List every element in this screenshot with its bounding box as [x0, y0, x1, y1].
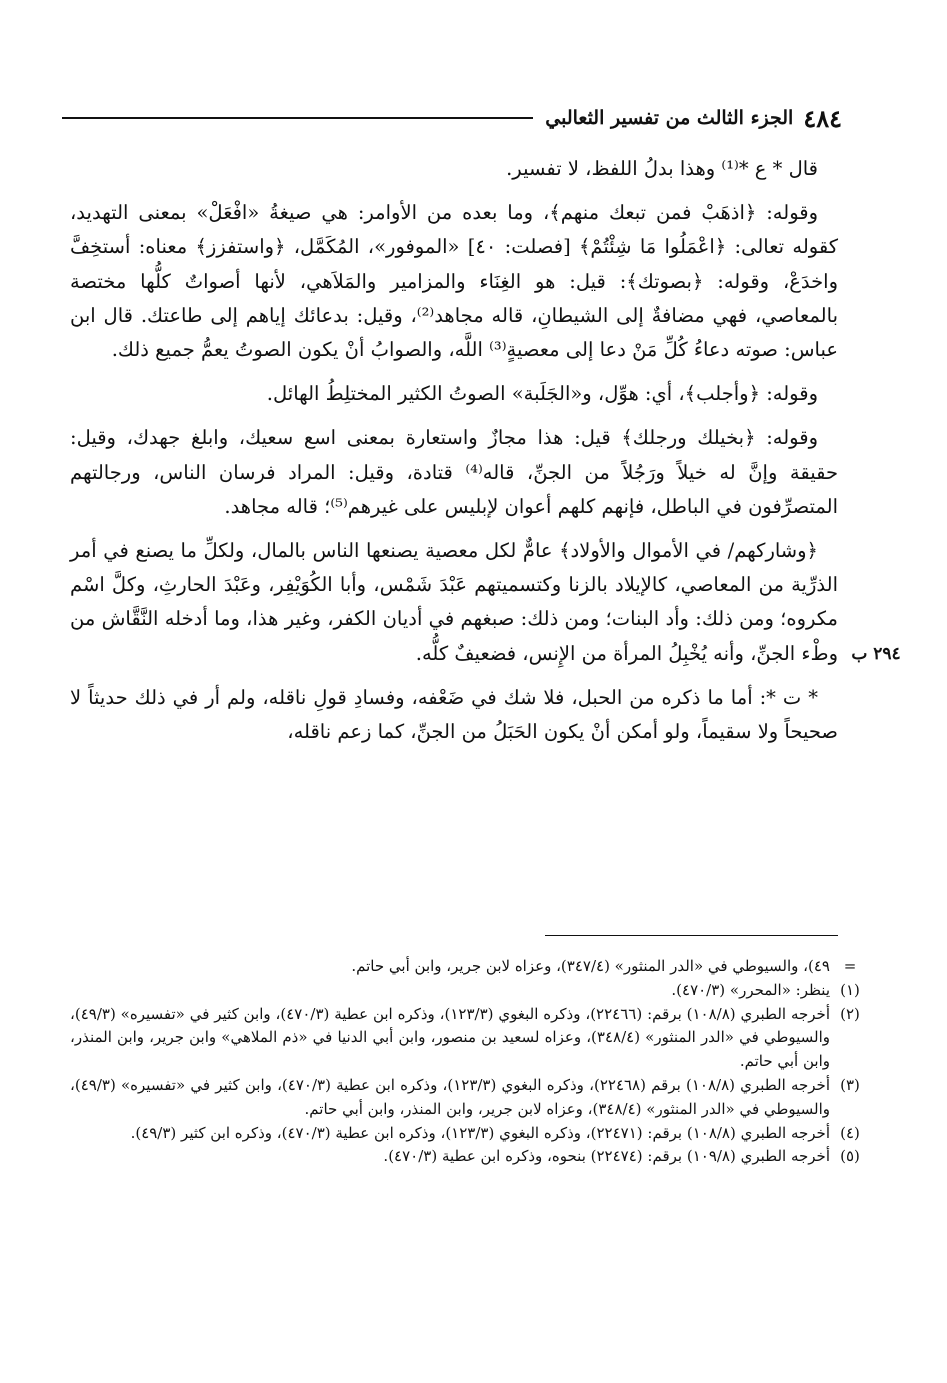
footnote-marker: =: [843, 957, 857, 975]
footnote-text: أخرجه الطبري (١٠٨/٨) برقم (٢٢٤٦٨)، وذكره البغوي (١٢٣/٣)، وذكره ابن عطية (٤٧٠/٣)، وابن كثير في «تفسيره» (٤٩/٣)، والسيوطي في «الدر المنثور» (٣٤٨/٤)، وعزاه لابن جرير، وابن المنذر، وابن أبي حاتم.: [70, 1075, 830, 1118]
page-header: [62, 98, 842, 138]
footnote-marker: (٤): [840, 1123, 860, 1142]
paragraph-text: وقوله: ﴿وأجلب﴾، أي: هوِّل، و«الجَلَبة» الصوتُ الكثير المختلِطُ الهائل.: [266, 382, 818, 406]
header-rule: [62, 117, 533, 119]
paragraph-text: وقوله: ﴿بخيلك ورجلك﴾ قيل: هذا مجازٌ واستعارة بمعنى اسع سعيك، وابلغ جهدك، وقيل: حقيقة وإنَّ له خيلاً ورَجُلاً من الجنِّ، قاله⁽⁴⁾ قتادة، وقيل: المراد فرسان الناس، ورجالتهم المتصرِّفون في الباطل، فإنهم كلهم أعوان لإبليس على غيرهم⁽⁵⁾؛ قاله مجاهد.: [70, 426, 839, 518]
footnote-text: أخرجه الطبري (١٠٨/٨) برقم: (٢٢٤٦٦)، وذكره البغوي (١٢٣/٣)، وذكره ابن عطية (٤٧٠/٣)، وابن كثير في «تفسيره» (٤٩/٣)، والسيوطي في «الدر المنثور» (٣٤٨/٤)، وعزاه لسعيد بن منصور، وابن أبي الدنيا في «ذم الملاهي» وابن جرير، وابن المنذر، وابن أبي حاتم.: [70, 1004, 831, 1071]
footnote-marker: (٣): [840, 1075, 860, 1094]
paragraph-text: * ت *: أما ما ذكره من الحبل، فلا شك في ضَعْفه، وفسادِ قولِ ناقله، ولم أر في ذلك حديثاً لا صحيحاً ولا سقيماً، ولو أمكن أنْ يكون الحَبَلُ من الجنِّ، كما زعم ناقله،: [70, 685, 838, 744]
footnote: [70, 1122, 870, 1146]
footnote-text: ينظر: «المحرر» (٤٧٠/٣).: [671, 980, 830, 999]
footnote: [70, 1003, 870, 1074]
paragraph: [70, 534, 838, 671]
footnote-rule: [545, 935, 838, 936]
footnote-marker: (٢): [840, 1004, 860, 1023]
main-text: [70, 152, 838, 759]
paragraph: [70, 196, 838, 367]
paragraph: [70, 681, 838, 749]
footnotes: [70, 955, 870, 1169]
footnote: [70, 1145, 870, 1169]
paragraph: [70, 377, 838, 411]
paragraph: [70, 152, 838, 186]
manuscript-margin-note: ٢٩٤ ب: [851, 644, 901, 664]
footnote-marker: (٥): [840, 1147, 860, 1166]
footnote-text: أخرجه الطبري (١٠٨/٨) برقم: (٢٢٤٧١)، وذكره البغوي (١٢٣/٣)، وذكره ابن عطية (٤٧٠/٣)، وذكره ابن كثير (٤٩/٣).: [130, 1123, 830, 1142]
paragraph-text: وقوله: ﴿اذهَبْ فمن تبعك منهم﴾، وما بعده من الأوامر: هي صيغةُ «افْعَلْ» بمعنى التهديد، كقوله تعالى: ﴿اعْمَلُوا مَا شِئْتُمْ﴾ [فصلت: ٤٠] «الموفور»، المُكَمَّل، ﴿واستفزز﴾ معناه: أستخِفَّ واخدَعْ، وقوله: ﴿بصوتك﴾: قيل: هو الغِنَاء والمزامير والمَلاَهي، لأنها أصواتٌ كلُّها مختصة بالمعاصي، فهي مضافةٌ إلى الشيطانِ، قاله مجاهد⁽²⁾، وقيل: بدعائك إياهم إلى طاعتك. قال ابن عباس: صوته دعاءُ كُلِّ مَنْ دعا إلى معصيةٍ⁽³⁾ اللَّه، والصوابُ أنْ يكون الصوتُ يعمُّ جميع ذلك.: [70, 201, 838, 362]
paragraph-text: قال * ع *⁽¹⁾ وهذا بدلُ اللفظ، لا تفسير.: [506, 157, 818, 180]
footnote-text: أخرجه الطبري (١٠٩/٨) برقم: (٢٢٤٧٤) بنحوه، وذكره ابن عطية (٤٧٠/٣).: [383, 1147, 830, 1166]
footnote: [70, 1074, 870, 1122]
page-number: ٤٨٤: [803, 103, 842, 133]
paragraph: [70, 421, 838, 524]
footnote-text: ٤٩)، والسيوطي في «الدر المنثور» (٣٤٧/٤)، وعزاه لابن جرير، وابن أبي حاتم.: [351, 957, 830, 975]
running-title: الجزء الثالث من تفسير الثعالبي: [545, 107, 794, 129]
footnote-marker: (١): [840, 980, 860, 999]
paragraph-text: ﴿وشاركهم/ في الأموال والأولاد﴾ عامٌّ لكل معصية يصنعها الناس بالمال، ولكلِّ ما يصنع في أمر الذرِّية من المعاصي، كالإيلاد بالزنا وكتسميتهم عَبْدَ شَمْس، وأبا الكُوَيْفِر، وعَبْدَ الحارثِ، وكلَّ اسْم مكروه؛ ومن ذلك: وأد البنات؛ ومن ذلك: صبغهم في أديان الكفر، وغير هذا، وما أدخله النَّقَّاش من وطْء الجنِّ، وأنه يُخْبِلُ المرأة من الإِنس، فضعيفٌ كلُّه.: [70, 539, 838, 665]
footnote: [70, 979, 870, 1003]
footnote: [70, 955, 870, 979]
